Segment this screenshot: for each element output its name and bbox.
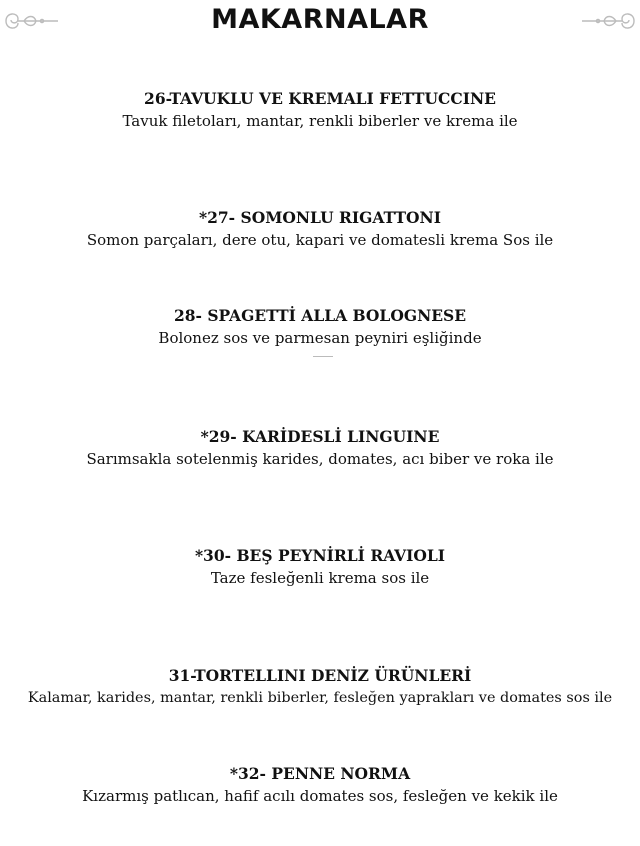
menu-item-description: Tavuk filetoları, mantar, renkli biberler ve krema ile (122, 112, 518, 130)
menu-item-name: 26-TAVUKLU VE KREMALI FETTUCCINE (144, 89, 496, 108)
menu-item (0, 207, 640, 251)
menu-item (0, 88, 640, 132)
menu-item-description: Kızarmış patlıcan, hafif acılı domates sos, fesleğen ve kekik ile (82, 787, 558, 805)
menu-item (0, 545, 640, 589)
menu-item (0, 763, 640, 807)
menu-item-name: 28- SPAGETTİ ALLA BOLOGNESE (173, 306, 467, 325)
menu-item-description: Taze fesleğenli krema sos ile (210, 569, 430, 587)
menu-item-name: *27- SOMONLU RIGATTONI (199, 208, 441, 227)
menu-item (0, 426, 640, 470)
menu-item-description: Kalamar, karides, mantar, renkli biberler, fesleğen yaprakları ve domates sos ile (27, 690, 613, 706)
menu-item-name: *32- PENNE NORMA (229, 764, 411, 783)
menu-item (0, 665, 640, 709)
divider (313, 356, 333, 359)
menu-item-description: Somon parçaları, dere otu, kapari ve domatesli krema Sos ile (86, 231, 554, 249)
menu-item-description: Bolonez sos ve parmesan peyniri eşliğinde (158, 329, 482, 347)
menu-item-name: *29- KARİDESLİ LINGUINE (200, 427, 440, 446)
menu-item-name: *30- BEŞ PEYNİRLİ RAVIOLI (194, 546, 446, 565)
menu-item-name: 31-TORTELLINI DENİZ ÜRÜNLERİ (168, 666, 472, 685)
page-title: MAKARNALAR (211, 4, 429, 35)
menu-item (0, 305, 640, 349)
scroll-flourish-icon (578, 6, 638, 36)
menu-item-description: Sarımsakla sotelenmiş karides, domates, acı biber ve roka ile (86, 450, 554, 468)
menu-header (0, 0, 640, 50)
